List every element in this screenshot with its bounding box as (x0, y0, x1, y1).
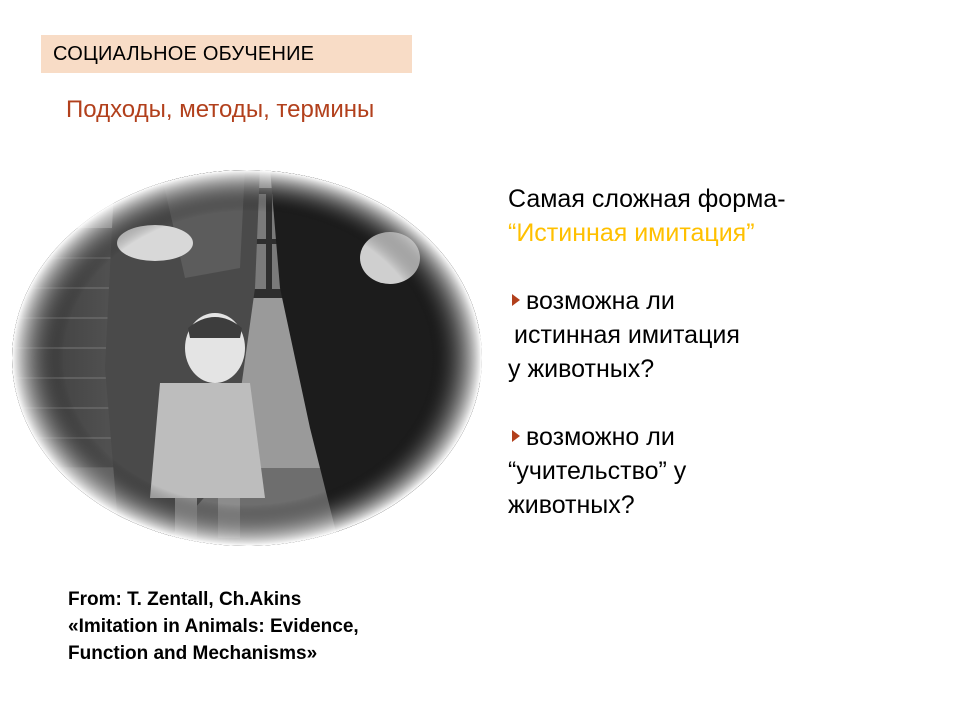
source-line-1: From: T. Zentall, Ch.Akins (68, 589, 302, 610)
heading-line-1: Самая сложная форма- (508, 185, 786, 213)
heading-line-2: “Истинная имитация” (508, 219, 755, 247)
bullet-1-line-2: истинная имитация (514, 321, 740, 349)
main-text (508, 182, 928, 522)
slide-subtitle: Подходы, методы, термины (66, 96, 375, 123)
bullet-2-line-3: животных? (508, 491, 635, 519)
source-citation (68, 586, 468, 667)
bullet-item-2: возможно ли (508, 420, 928, 454)
photo-vignette (10, 168, 485, 548)
bullet-1-line-3: у животных? (508, 355, 655, 383)
bullet-item-1: возможна ли (508, 284, 928, 318)
source-line-2: «Imitation in Animals: Evidence, (68, 616, 359, 637)
bullet-triangle-icon (512, 430, 520, 442)
bullet-triangle-icon (512, 294, 520, 306)
slide-title: СОЦИАЛЬНОЕ ОБУЧЕНИЕ (53, 43, 315, 65)
bullet-2-line-2: “учительство” у (508, 457, 687, 485)
source-line-3: Function and Mechanisms» (68, 643, 318, 664)
